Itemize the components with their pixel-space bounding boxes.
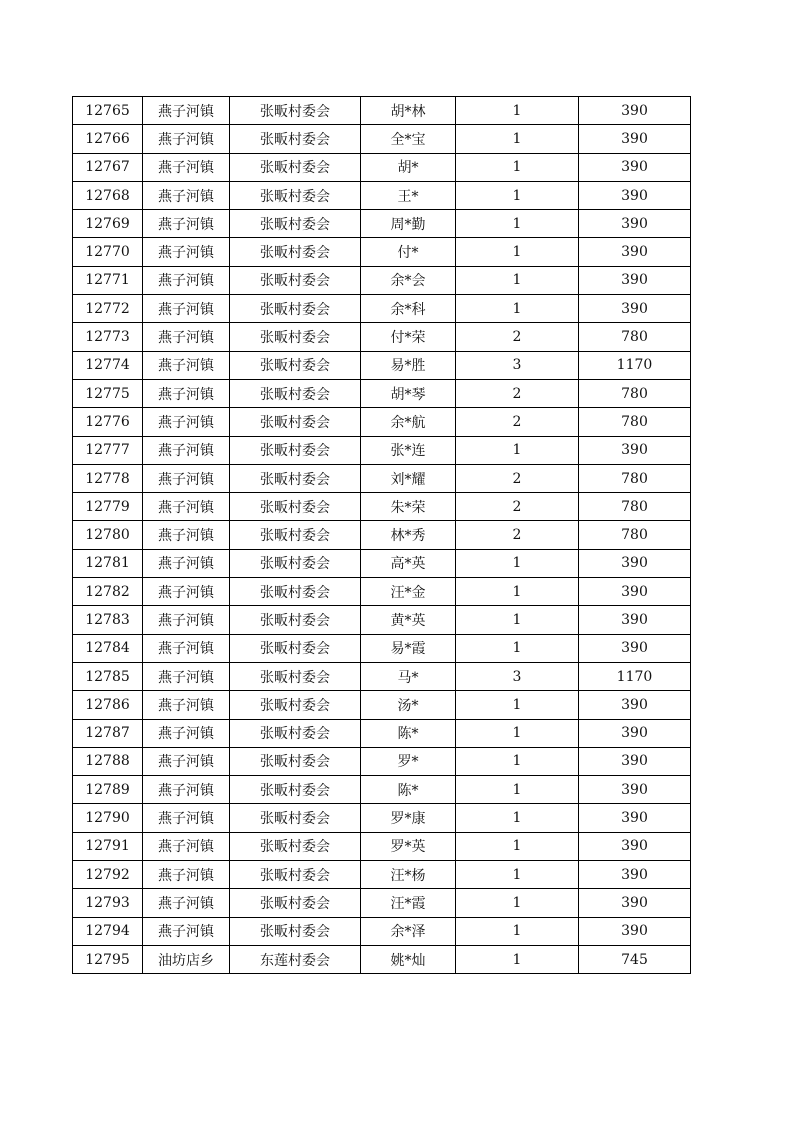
table-row (73, 181, 691, 209)
count-cell: 2 (456, 521, 579, 549)
village-committee-cell: 张畈村委会 (230, 861, 361, 889)
count-cell: 1 (456, 861, 579, 889)
count-cell: 3 (456, 662, 579, 690)
count-cell: 1 (456, 436, 579, 464)
amount-cell: 745 (579, 945, 691, 973)
person-name-cell: 汪*杨 (361, 861, 456, 889)
table-row (73, 634, 691, 662)
row-number-cell: 12770 (73, 238, 143, 266)
village-committee-cell: 张畈村委会 (230, 606, 361, 634)
count-cell: 1 (456, 125, 579, 153)
amount-cell: 390 (579, 266, 691, 294)
row-number-cell: 12795 (73, 945, 143, 973)
table-row (73, 662, 691, 690)
person-name-cell: 姚*灿 (361, 945, 456, 973)
table-row (73, 747, 691, 775)
person-name-cell: 胡* (361, 153, 456, 181)
amount-cell: 390 (579, 125, 691, 153)
village-committee-cell: 张畈村委会 (230, 521, 361, 549)
row-number-cell: 12794 (73, 917, 143, 945)
table-row (73, 889, 691, 917)
village-committee-cell: 张畈村委会 (230, 719, 361, 747)
township-cell: 燕子河镇 (143, 181, 230, 209)
amount-cell: 390 (579, 861, 691, 889)
count-cell: 1 (456, 181, 579, 209)
row-number-cell: 12777 (73, 436, 143, 464)
row-number-cell: 12772 (73, 295, 143, 323)
person-name-cell: 汪*金 (361, 578, 456, 606)
person-name-cell: 汪*霞 (361, 889, 456, 917)
township-cell: 燕子河镇 (143, 210, 230, 238)
amount-cell: 390 (579, 238, 691, 266)
village-committee-cell: 张畈村委会 (230, 832, 361, 860)
row-number-cell: 12790 (73, 804, 143, 832)
person-name-cell: 付* (361, 238, 456, 266)
amount-cell: 390 (579, 719, 691, 747)
village-committee-cell: 张畈村委会 (230, 295, 361, 323)
count-cell: 1 (456, 691, 579, 719)
person-name-cell: 余*泽 (361, 917, 456, 945)
township-cell: 燕子河镇 (143, 153, 230, 181)
count-cell: 1 (456, 549, 579, 577)
amount-cell: 390 (579, 436, 691, 464)
row-number-cell: 12771 (73, 266, 143, 294)
person-name-cell: 朱*荣 (361, 493, 456, 521)
person-name-cell: 张*连 (361, 436, 456, 464)
row-number-cell: 12789 (73, 776, 143, 804)
amount-cell: 390 (579, 889, 691, 917)
village-committee-cell: 张畈村委会 (230, 917, 361, 945)
table-row (73, 436, 691, 464)
township-cell: 燕子河镇 (143, 125, 230, 153)
person-name-cell: 罗*康 (361, 804, 456, 832)
amount-cell: 390 (579, 181, 691, 209)
township-cell: 燕子河镇 (143, 295, 230, 323)
person-name-cell: 罗* (361, 747, 456, 775)
township-cell: 燕子河镇 (143, 917, 230, 945)
amount-cell: 780 (579, 379, 691, 407)
township-cell: 燕子河镇 (143, 662, 230, 690)
village-committee-cell: 张畈村委会 (230, 351, 361, 379)
township-cell: 燕子河镇 (143, 408, 230, 436)
village-committee-cell: 张畈村委会 (230, 323, 361, 351)
table-row (73, 238, 691, 266)
count-cell: 2 (456, 323, 579, 351)
village-committee-cell: 张畈村委会 (230, 238, 361, 266)
count-cell: 1 (456, 238, 579, 266)
count-cell: 1 (456, 945, 579, 973)
person-name-cell: 林*秀 (361, 521, 456, 549)
amount-cell: 390 (579, 606, 691, 634)
table-row (73, 804, 691, 832)
count-cell: 1 (456, 266, 579, 294)
count-cell: 1 (456, 747, 579, 775)
count-cell: 1 (456, 917, 579, 945)
person-name-cell: 黄*英 (361, 606, 456, 634)
count-cell: 1 (456, 634, 579, 662)
township-cell: 燕子河镇 (143, 804, 230, 832)
township-cell: 燕子河镇 (143, 747, 230, 775)
table-row (73, 917, 691, 945)
township-cell: 燕子河镇 (143, 578, 230, 606)
village-committee-cell: 张畈村委会 (230, 97, 361, 125)
person-name-cell: 胡*林 (361, 97, 456, 125)
person-name-cell: 马* (361, 662, 456, 690)
village-committee-cell: 张畈村委会 (230, 210, 361, 238)
table-row (73, 153, 691, 181)
table-row (73, 578, 691, 606)
township-cell: 燕子河镇 (143, 351, 230, 379)
table-row (73, 493, 691, 521)
person-name-cell: 王* (361, 181, 456, 209)
amount-cell: 780 (579, 408, 691, 436)
village-committee-cell: 张畈村委会 (230, 662, 361, 690)
person-name-cell: 陈* (361, 719, 456, 747)
amount-cell: 390 (579, 804, 691, 832)
row-number-cell: 12767 (73, 153, 143, 181)
village-committee-cell: 张畈村委会 (230, 889, 361, 917)
village-committee-cell: 张畈村委会 (230, 634, 361, 662)
person-name-cell: 陈* (361, 776, 456, 804)
person-name-cell: 周*勤 (361, 210, 456, 238)
row-number-cell: 12780 (73, 521, 143, 549)
count-cell: 1 (456, 832, 579, 860)
table-row (73, 521, 691, 549)
table-row (73, 295, 691, 323)
table-row (73, 719, 691, 747)
township-cell: 燕子河镇 (143, 832, 230, 860)
row-number-cell: 12779 (73, 493, 143, 521)
table-row (73, 210, 691, 238)
amount-cell: 780 (579, 493, 691, 521)
row-number-cell: 12783 (73, 606, 143, 634)
village-committee-cell: 张畈村委会 (230, 181, 361, 209)
table-row (73, 945, 691, 973)
table-row (73, 861, 691, 889)
count-cell: 1 (456, 153, 579, 181)
amount-cell: 390 (579, 210, 691, 238)
township-cell: 燕子河镇 (143, 606, 230, 634)
village-committee-cell: 张畈村委会 (230, 776, 361, 804)
township-cell: 燕子河镇 (143, 238, 230, 266)
village-committee-cell: 张畈村委会 (230, 436, 361, 464)
township-cell: 燕子河镇 (143, 323, 230, 351)
count-cell: 1 (456, 889, 579, 917)
row-number-cell: 12769 (73, 210, 143, 238)
row-number-cell: 12782 (73, 578, 143, 606)
village-committee-cell: 张畈村委会 (230, 379, 361, 407)
row-number-cell: 12765 (73, 97, 143, 125)
village-committee-cell: 张畈村委会 (230, 153, 361, 181)
village-committee-cell: 张畈村委会 (230, 266, 361, 294)
row-number-cell: 12787 (73, 719, 143, 747)
person-name-cell: 刘*耀 (361, 464, 456, 492)
row-number-cell: 12773 (73, 323, 143, 351)
village-committee-cell: 张畈村委会 (230, 578, 361, 606)
row-number-cell: 12774 (73, 351, 143, 379)
row-number-cell: 12791 (73, 832, 143, 860)
township-cell: 燕子河镇 (143, 266, 230, 294)
amount-cell: 390 (579, 153, 691, 181)
table-row (73, 323, 691, 351)
amount-cell: 390 (579, 578, 691, 606)
table-row (73, 408, 691, 436)
person-name-cell: 全*宝 (361, 125, 456, 153)
township-cell: 燕子河镇 (143, 889, 230, 917)
row-number-cell: 12784 (73, 634, 143, 662)
person-name-cell: 易*胜 (361, 351, 456, 379)
table-row (73, 606, 691, 634)
village-committee-cell: 张畈村委会 (230, 125, 361, 153)
amount-cell: 780 (579, 464, 691, 492)
amount-cell: 780 (579, 521, 691, 549)
village-committee-cell: 张畈村委会 (230, 747, 361, 775)
person-name-cell: 易*霞 (361, 634, 456, 662)
row-number-cell: 12786 (73, 691, 143, 719)
village-committee-cell: 张畈村委会 (230, 549, 361, 577)
township-cell: 燕子河镇 (143, 549, 230, 577)
township-cell: 油坊店乡 (143, 945, 230, 973)
table-row (73, 832, 691, 860)
row-number-cell: 12785 (73, 662, 143, 690)
table-row (73, 125, 691, 153)
township-cell: 燕子河镇 (143, 691, 230, 719)
table-row (73, 266, 691, 294)
person-name-cell: 汤* (361, 691, 456, 719)
person-name-cell: 罗*英 (361, 832, 456, 860)
count-cell: 1 (456, 97, 579, 125)
amount-cell: 390 (579, 295, 691, 323)
township-cell: 燕子河镇 (143, 464, 230, 492)
person-name-cell: 余*会 (361, 266, 456, 294)
amount-cell: 390 (579, 747, 691, 775)
village-committee-cell: 东莲村委会 (230, 945, 361, 973)
amount-cell: 390 (579, 97, 691, 125)
amount-cell: 390 (579, 776, 691, 804)
table-body (73, 97, 691, 974)
data-table (72, 96, 691, 974)
township-cell: 燕子河镇 (143, 521, 230, 549)
row-number-cell: 12792 (73, 861, 143, 889)
amount-cell: 1170 (579, 662, 691, 690)
count-cell: 1 (456, 210, 579, 238)
count-cell: 2 (456, 464, 579, 492)
table-row (73, 549, 691, 577)
village-committee-cell: 张畈村委会 (230, 493, 361, 521)
count-cell: 2 (456, 379, 579, 407)
amount-cell: 390 (579, 832, 691, 860)
count-cell: 3 (456, 351, 579, 379)
count-cell: 1 (456, 606, 579, 634)
person-name-cell: 高*英 (361, 549, 456, 577)
count-cell: 1 (456, 295, 579, 323)
row-number-cell: 12781 (73, 549, 143, 577)
count-cell: 1 (456, 776, 579, 804)
person-name-cell: 余*航 (361, 408, 456, 436)
person-name-cell: 余*科 (361, 295, 456, 323)
table-row (73, 464, 691, 492)
row-number-cell: 12778 (73, 464, 143, 492)
township-cell: 燕子河镇 (143, 436, 230, 464)
count-cell: 2 (456, 493, 579, 521)
township-cell: 燕子河镇 (143, 634, 230, 662)
table-row (73, 776, 691, 804)
amount-cell: 390 (579, 634, 691, 662)
village-committee-cell: 张畈村委会 (230, 691, 361, 719)
township-cell: 燕子河镇 (143, 776, 230, 804)
village-committee-cell: 张畈村委会 (230, 408, 361, 436)
row-number-cell: 12788 (73, 747, 143, 775)
township-cell: 燕子河镇 (143, 861, 230, 889)
village-committee-cell: 张畈村委会 (230, 804, 361, 832)
amount-cell: 390 (579, 549, 691, 577)
township-cell: 燕子河镇 (143, 379, 230, 407)
amount-cell: 780 (579, 323, 691, 351)
table-row (73, 379, 691, 407)
township-cell: 燕子河镇 (143, 97, 230, 125)
table-row (73, 351, 691, 379)
village-committee-cell: 张畈村委会 (230, 464, 361, 492)
amount-cell: 1170 (579, 351, 691, 379)
count-cell: 1 (456, 719, 579, 747)
count-cell: 1 (456, 804, 579, 832)
table-row (73, 691, 691, 719)
amount-cell: 390 (579, 917, 691, 945)
row-number-cell: 12775 (73, 379, 143, 407)
count-cell: 2 (456, 408, 579, 436)
person-name-cell: 胡*琴 (361, 379, 456, 407)
count-cell: 1 (456, 578, 579, 606)
row-number-cell: 12793 (73, 889, 143, 917)
township-cell: 燕子河镇 (143, 493, 230, 521)
row-number-cell: 12768 (73, 181, 143, 209)
row-number-cell: 12766 (73, 125, 143, 153)
person-name-cell: 付*荣 (361, 323, 456, 351)
township-cell: 燕子河镇 (143, 719, 230, 747)
row-number-cell: 12776 (73, 408, 143, 436)
amount-cell: 390 (579, 691, 691, 719)
table-row (73, 97, 691, 125)
